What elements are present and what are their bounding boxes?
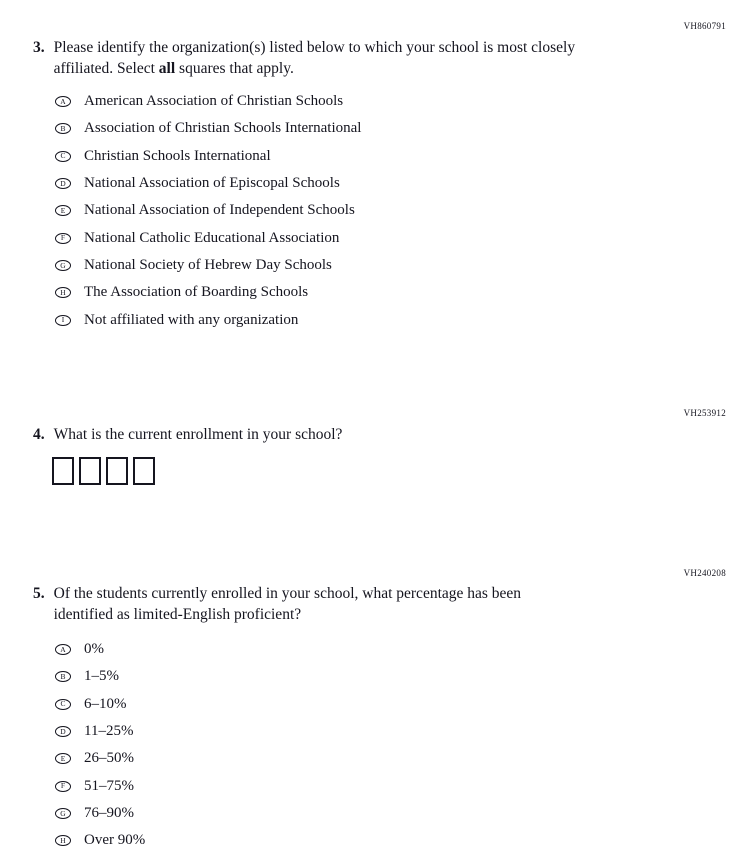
question-text-part1: What is the current enrollment in your school? <box>53 426 343 443</box>
question-text-bold: all <box>158 60 176 77</box>
answer-bubble[interactable] <box>55 835 71 846</box>
question-text <box>54 424 343 445</box>
option-row <box>55 772 576 799</box>
digit-box-1[interactable] <box>52 457 74 485</box>
option-row <box>55 279 576 306</box>
question-text-part1: Please identify the organization(s) listed below to which your school is most closely affiliated. Select <box>53 39 576 77</box>
option-row <box>55 197 576 224</box>
option-label: American Association of Christian Schools <box>84 93 344 110</box>
question-5-head <box>33 583 576 625</box>
answer-bubble[interactable] <box>55 671 71 682</box>
option-label: Association of Christian Schools International <box>84 120 362 137</box>
option-label: Not affiliated with any organization <box>84 311 299 328</box>
option-label: National Association of Independent Schools <box>84 202 355 219</box>
option-row <box>55 88 576 115</box>
bubble-letter: H <box>60 835 66 845</box>
bubble-letter: G <box>60 260 66 270</box>
bubble-letter: I <box>61 315 65 325</box>
question-5-options <box>55 636 576 854</box>
bubble-letter: F <box>60 233 66 243</box>
answer-bubble[interactable] <box>55 260 71 271</box>
question-text-part2: squares that apply. <box>175 60 294 77</box>
bubble-letter: H <box>60 287 66 297</box>
answer-bubble[interactable] <box>55 178 71 189</box>
answer-bubble[interactable] <box>55 151 71 162</box>
answer-bubble[interactable] <box>55 205 71 216</box>
answer-bubble[interactable] <box>55 287 71 298</box>
option-label: National Association of Episcopal Schools <box>84 175 340 192</box>
option-row <box>55 827 576 854</box>
bubble-letter: A <box>60 96 66 106</box>
option-row <box>55 143 576 170</box>
option-label: The Association of Boarding Schools <box>84 284 309 301</box>
bubble-letter: D <box>60 178 66 188</box>
question-text-part1: Of the students currently enrolled in your school, what percentage has been identified as limited-English proficient? <box>53 585 522 623</box>
question-number: 5. <box>33 585 45 602</box>
question-3-head <box>33 37 576 79</box>
option-row <box>55 252 576 279</box>
answer-bubble[interactable] <box>55 753 71 764</box>
question-5 <box>33 583 576 854</box>
option-label: 76–90% <box>84 804 134 821</box>
bubble-letter: B <box>60 124 66 134</box>
option-row <box>55 636 576 663</box>
option-label: Over 90% <box>84 832 146 849</box>
question-4-code: VH253912 <box>683 408 726 418</box>
answer-bubble[interactable] <box>55 123 71 134</box>
bubble-letter: C <box>60 151 66 161</box>
question-3 <box>33 37 576 334</box>
question-number: 3. <box>33 39 45 56</box>
answer-bubble[interactable] <box>55 315 71 326</box>
bubble-letter: D <box>60 726 66 736</box>
option-row <box>55 115 576 142</box>
option-row <box>55 718 576 745</box>
answer-bubble[interactable] <box>55 96 71 107</box>
question-3-code: VH860791 <box>683 21 726 31</box>
option-row <box>55 800 576 827</box>
question-text <box>54 583 576 625</box>
bubble-letter: F <box>60 781 66 791</box>
answer-bubble[interactable] <box>55 781 71 792</box>
option-row <box>55 691 576 718</box>
question-4 <box>33 424 342 485</box>
question-number: 4. <box>33 426 45 443</box>
answer-bubble[interactable] <box>55 699 71 710</box>
question-text <box>54 37 576 79</box>
bubble-letter: C <box>60 699 66 709</box>
option-label: 51–75% <box>84 777 134 794</box>
answer-bubble[interactable] <box>55 726 71 737</box>
option-row <box>55 306 576 333</box>
bubble-letter: A <box>60 644 66 654</box>
option-label: 11–25% <box>84 723 134 740</box>
option-label: National Catholic Educational Association <box>84 229 340 246</box>
option-row <box>55 663 576 690</box>
digit-box-3[interactable] <box>106 457 128 485</box>
option-row <box>55 745 576 772</box>
digit-box-2[interactable] <box>79 457 101 485</box>
bubble-letter: E <box>60 206 66 216</box>
question-3-options <box>55 88 576 334</box>
bubble-letter: B <box>60 672 66 682</box>
option-label: 6–10% <box>84 695 127 712</box>
question-5-code: VH240208 <box>683 568 726 578</box>
option-label: Christian Schools International <box>84 147 271 164</box>
option-row <box>55 224 576 251</box>
bubble-letter: E <box>60 754 66 764</box>
answer-bubble[interactable] <box>55 808 71 819</box>
enrollment-digit-boxes <box>52 457 342 485</box>
digit-box-4[interactable] <box>133 457 155 485</box>
option-label: 26–50% <box>84 750 134 767</box>
answer-bubble[interactable] <box>55 644 71 655</box>
option-label: National Society of Hebrew Day Schools <box>84 256 332 273</box>
question-4-head <box>33 424 342 445</box>
option-label: 0% <box>84 641 104 658</box>
option-label: 1–5% <box>84 668 119 685</box>
option-row <box>55 170 576 197</box>
bubble-letter: G <box>60 808 66 818</box>
answer-bubble[interactable] <box>55 233 71 244</box>
